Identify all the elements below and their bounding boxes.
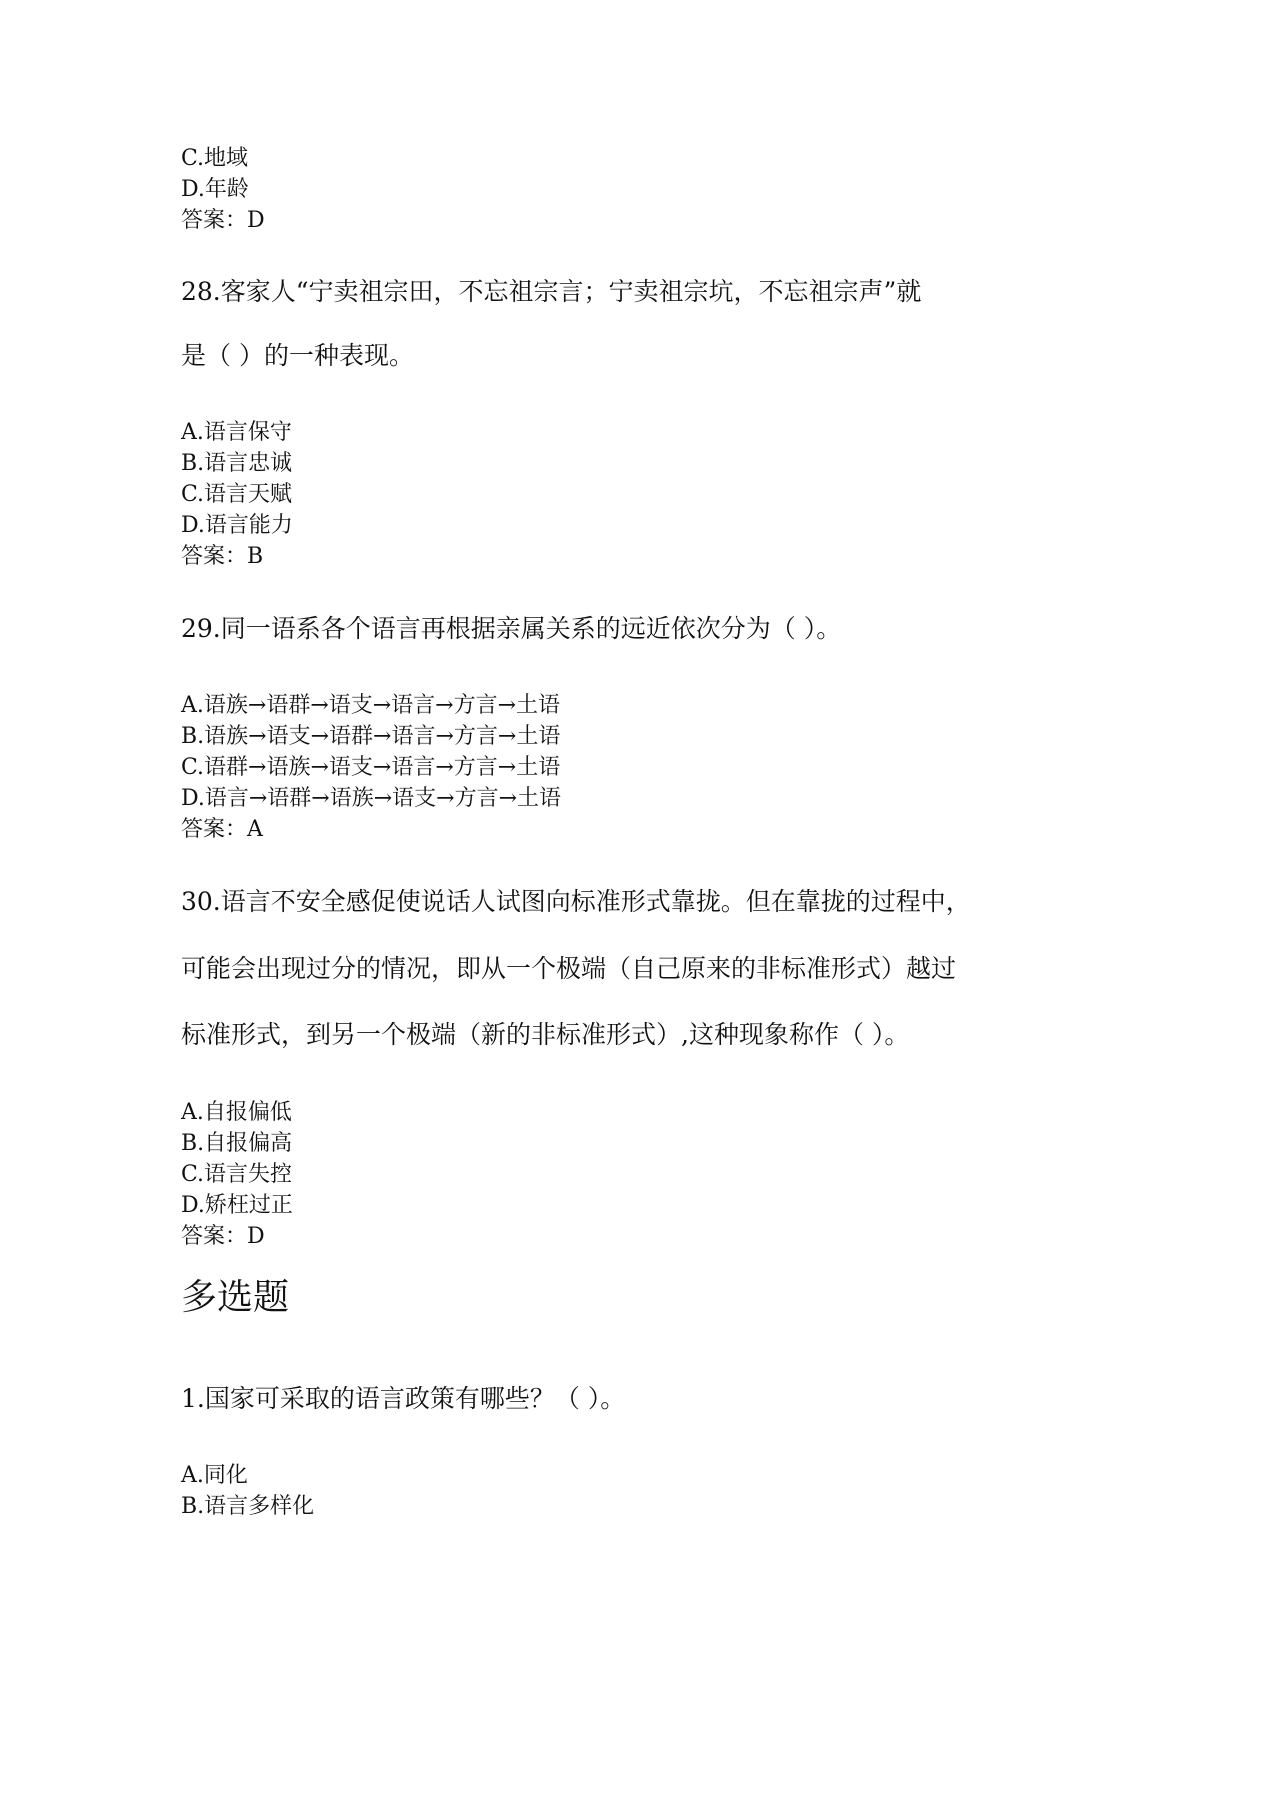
answer-text: 答案：A [181, 817, 263, 842]
question-text: 29.同一语系各个语言再根据亲属关系的远近依次分为（ ）。 [181, 614, 842, 643]
option-text: A.语族→语群→语支→语言→方言→土语 [181, 693, 561, 718]
option-text: D.语言→语群→语族→语支→方言→土语 [181, 786, 562, 811]
option-text: A.语言保守 [181, 420, 292, 445]
question-text: 是（ ）的一种表现。 [181, 341, 414, 370]
option-text: A.自报偏低 [181, 1100, 292, 1125]
option-text: D.矫枉过正 [181, 1193, 293, 1218]
option-text: C.语言失控 [181, 1162, 293, 1187]
section-heading: 多选题 [181, 1277, 290, 1318]
option-text: C.地域 [181, 146, 249, 171]
question-text: 1.国家可采取的语言政策有哪些？（ ）。 [181, 1384, 626, 1413]
question-text: 可能会出现过分的情况，即从一个极端（自己原来的非标准形式）越过 [181, 954, 957, 983]
answer-text: 答案：B [181, 544, 264, 569]
option-text: C.语群→语族→语支→语言→方言→土语 [181, 755, 561, 780]
option-text: B.语言忠诚 [181, 451, 293, 476]
question-text: 标准形式，到另一个极端（新的非标准形式）,这种现象称作（ ）。 [181, 1020, 910, 1049]
question-text: 30.语言不安全感促使说话人试图向标准形式靠拢。但在靠拢的过程中， [181, 887, 971, 916]
question-text: 28.客家人“宁卖祖宗田，不忘祖宗言；宁卖祖宗坑，不忘祖宗声”就 [181, 277, 922, 306]
option-text: B.语族→语支→语群→语言→方言→土语 [181, 724, 561, 749]
option-text: D.语言能力 [181, 513, 293, 538]
option-text: A.同化 [181, 1463, 248, 1488]
answer-text: 答案：D [181, 208, 265, 233]
option-text: B.语言多样化 [181, 1494, 315, 1519]
option-text: B.自报偏高 [181, 1131, 293, 1156]
answer-text: 答案：D [181, 1224, 265, 1249]
option-text: C.语言天赋 [181, 482, 293, 507]
option-text: D.年龄 [181, 177, 249, 202]
